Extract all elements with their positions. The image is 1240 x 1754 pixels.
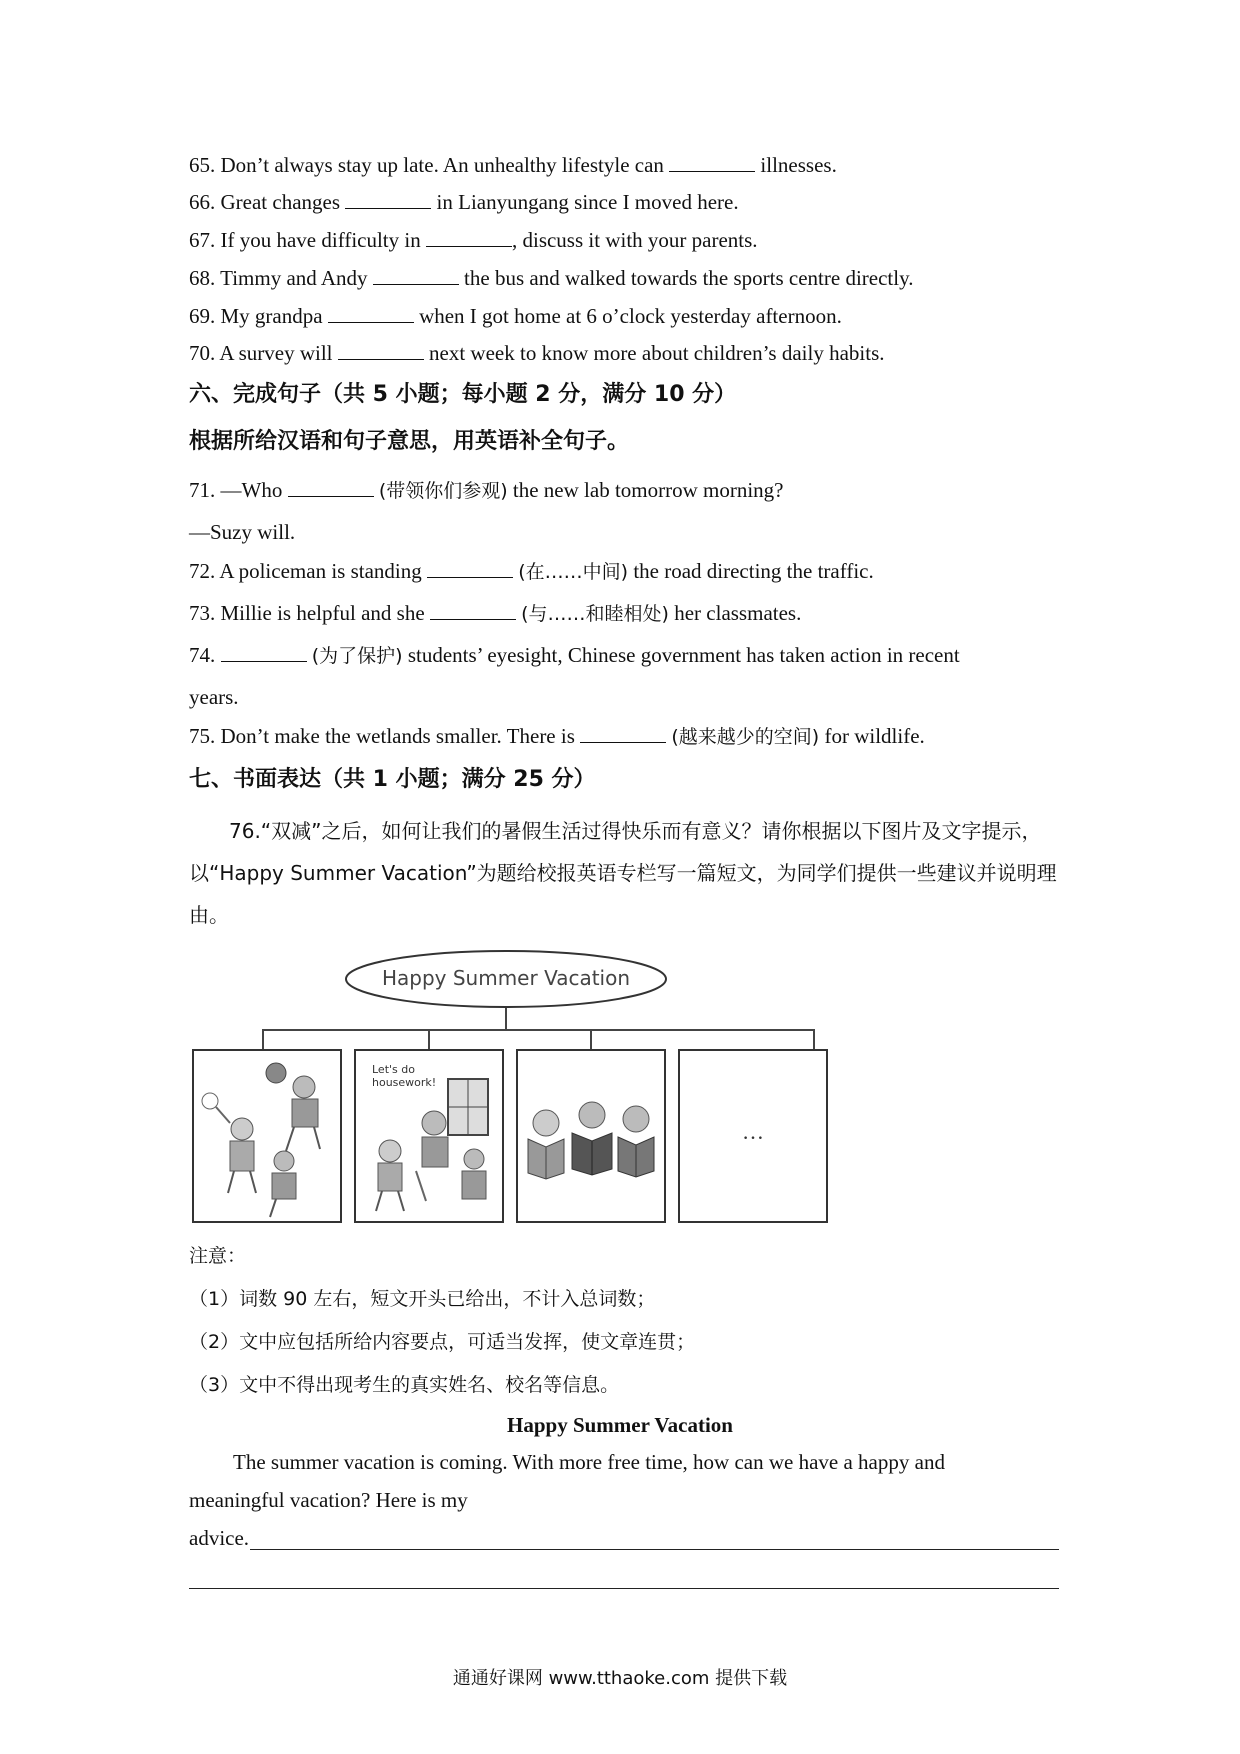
page-footer: 通通好课网 www.tthaoke.com 提供下载 bbox=[452, 1668, 788, 1689]
question-66: 66. Great changes in Lianyungang since I moved here. bbox=[189, 190, 739, 214]
essay-line-3: advice. bbox=[189, 1526, 250, 1550]
panel-more bbox=[678, 1049, 828, 1223]
ellipsis-text: … bbox=[742, 1119, 764, 1144]
answer-blank[interactable] bbox=[328, 304, 414, 323]
answer-blank[interactable] bbox=[338, 341, 424, 360]
panel-sports bbox=[192, 1049, 342, 1223]
section-6-instruction: 根据所给汉语和句子意思，用英语补全句子。 bbox=[189, 429, 630, 454]
answer-blank[interactable] bbox=[373, 266, 459, 285]
chinese-hint: (越来越少的空间) bbox=[671, 726, 820, 748]
answer-blank[interactable] bbox=[288, 478, 374, 497]
question-73: 73. Millie is helpful and she (与……和睦相处) her classmates. bbox=[189, 601, 802, 625]
chinese-hint: (与……和睦相处) bbox=[521, 603, 669, 625]
connector-line bbox=[590, 1029, 592, 1049]
chinese-hint: (在……中间) bbox=[518, 561, 629, 583]
essay-line-1: The summer vacation is coming. With more free time, how can we have a happy and bbox=[233, 1450, 945, 1474]
essay-line-2: meaningful vacation? Here is my bbox=[189, 1488, 468, 1512]
chinese-hint: (为了保护) bbox=[311, 645, 403, 667]
mind-map-root-label: Happy Summer Vacation bbox=[381, 966, 631, 990]
writing-line[interactable] bbox=[189, 1588, 1059, 1589]
question-71: 71. —Who (带领你们参观) the new lab tomorrow morning? bbox=[189, 478, 784, 502]
connector-line bbox=[813, 1029, 815, 1049]
connector-line bbox=[505, 1008, 507, 1030]
question-68: 68. Timmy and Andy the bus and walked towards the sports centre directly. bbox=[189, 266, 914, 290]
note-item-3: （3）文中不得出现考生的真实姓名、校名等信息。 bbox=[189, 1374, 620, 1396]
question-74: 74. (为了保护) students’ eyesight, Chinese government has taken action in recent bbox=[189, 643, 960, 667]
question-70: 70. A survey will next week to know more about children’s daily habits. bbox=[189, 341, 885, 365]
section-7-heading: 七、书面表达（共 1 小题；满分 25 分） bbox=[189, 767, 596, 792]
note-item-1: （1）词数 90 左右，短文开头已给出，不计入总词数； bbox=[189, 1288, 656, 1310]
kids-reading-illustration bbox=[518, 1051, 664, 1221]
panel-caption: Let's do housework! bbox=[372, 1063, 437, 1089]
answer-blank[interactable] bbox=[580, 724, 666, 743]
connector-line bbox=[262, 1029, 815, 1031]
answer-blank[interactable] bbox=[345, 190, 431, 209]
kids-playing-sports-illustration bbox=[194, 1051, 340, 1221]
connector-line bbox=[262, 1029, 264, 1049]
writing-prompt: 76.“双减”之后，如何让我们的暑假生活过得快乐而有意义？请你根据以下图片及文字提示，以“Happy Summer Vacation”为题给校报英语专栏写一篇短文，为同学们提供一些建议并说明理由。 bbox=[189, 819, 1057, 927]
question-69: 69. My grandpa when I got home at 6 o’clock yesterday afternoon. bbox=[189, 304, 842, 328]
panel-housework bbox=[354, 1049, 504, 1223]
question-65: 65. Don’t always stay up late. An unhealthy lifestyle can illnesses. bbox=[189, 153, 837, 177]
writing-line[interactable] bbox=[250, 1549, 1059, 1550]
chinese-hint: (带领你们参观) bbox=[378, 480, 508, 502]
answer-blank[interactable] bbox=[221, 643, 307, 662]
answer-71: —Suzy will. bbox=[189, 520, 296, 544]
notes-label: 注意： bbox=[189, 1245, 247, 1267]
answer-blank[interactable] bbox=[430, 601, 516, 620]
note-item-2: （2）文中应包括所给内容要点，可适当发挥，使文章连贯； bbox=[189, 1331, 696, 1353]
answer-blank[interactable] bbox=[427, 559, 513, 578]
question-67: 67. If you have difficulty in , discuss it with your parents. bbox=[189, 228, 758, 252]
panel-reading bbox=[516, 1049, 666, 1223]
connector-line bbox=[428, 1029, 430, 1049]
question-72: 72. A policeman is standing (在……中间) the road directing the traffic. bbox=[189, 559, 874, 583]
section-6-heading: 六、完成句子（共 5 小题；每小题 2 分，满分 10 分） bbox=[189, 382, 737, 407]
essay-title: Happy Summer Vacation bbox=[507, 1413, 733, 1437]
question-75: 75. Don’t make the wetlands smaller. There is (越来越少的空间) for wildlife. bbox=[189, 724, 925, 748]
answer-blank[interactable] bbox=[426, 228, 512, 247]
answer-blank[interactable] bbox=[669, 153, 755, 172]
question-74-continued: years. bbox=[189, 685, 239, 709]
